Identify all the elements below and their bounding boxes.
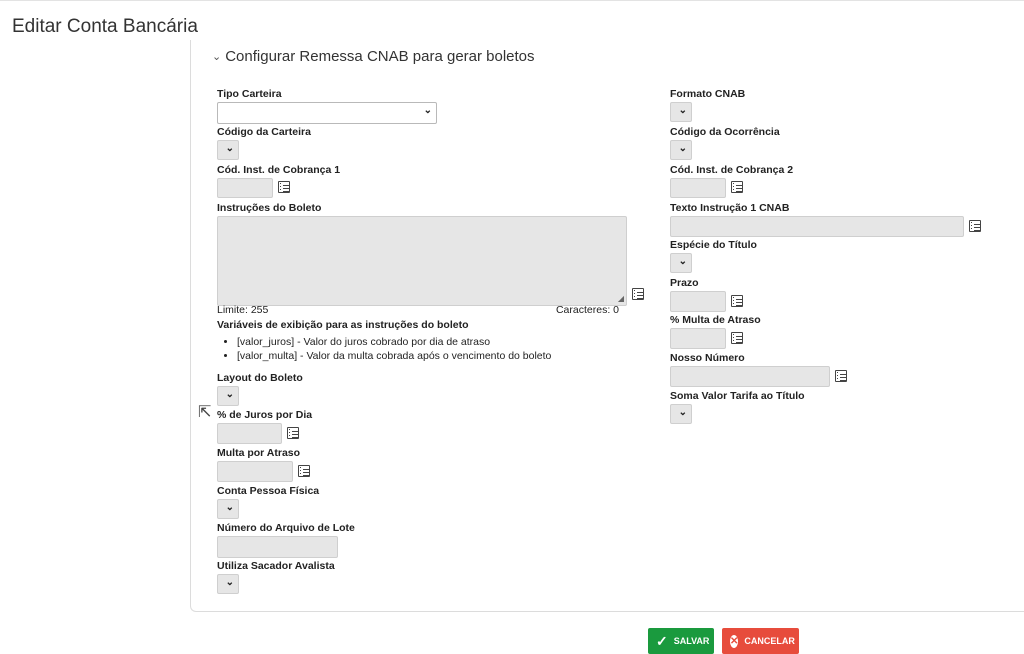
chevron-down-icon: ⌄ (225, 502, 234, 513)
chevron-down-icon: ⌄ (678, 105, 687, 116)
save-button[interactable] (648, 628, 714, 654)
top-divider (0, 0, 1024, 1)
especie-select[interactable] (670, 253, 692, 273)
label-conta-pf: Conta Pessoa Física (217, 485, 320, 497)
field-tipo-carteira (217, 88, 437, 124)
field-codigo-ocorrencia (670, 126, 780, 160)
field-formato (670, 88, 745, 122)
field-sacador (217, 560, 335, 594)
field-especie (670, 239, 757, 273)
field-juros (217, 409, 312, 444)
multa-atraso-input[interactable] (670, 328, 726, 349)
section-title: Configurar Remessa CNAB para gerar boletos (225, 48, 535, 65)
label-sacador: Utiliza Sacador Avalista (217, 560, 335, 572)
nosso-numero-input[interactable] (670, 366, 830, 387)
label-juros: % de Juros por Dia (217, 409, 313, 421)
char-counter (217, 304, 619, 316)
list-icon[interactable] (731, 332, 743, 344)
sacador-select[interactable] (217, 574, 239, 594)
label-instrucoes: Instruções do Boleto (217, 202, 322, 214)
list-icon[interactable] (731, 181, 743, 193)
close-icon: ✕ (730, 635, 739, 647)
label-multa: Multa por Atraso (217, 447, 301, 459)
label-especie: Espécie do Título (670, 239, 757, 251)
cancel-label: CANCELAR (744, 636, 795, 646)
field-codigo-carteira (217, 126, 311, 160)
field-texto-instrucao (670, 202, 981, 237)
soma-tarifa-select[interactable] (670, 404, 692, 424)
layout-select[interactable] (217, 386, 239, 406)
label-cod-inst-1: Cód. Inst. de Cobrança 1 (217, 164, 341, 176)
texto-instrucao-input[interactable] (670, 216, 964, 237)
resize-handle-icon[interactable]: ◢ (617, 294, 624, 303)
label-nosso-numero: Nosso Número (670, 352, 745, 364)
conta-pf-select[interactable] (217, 499, 239, 519)
label-numero-lote: Número do Arquivo de Lote (217, 522, 355, 534)
tipo-carteira-select[interactable] (217, 102, 437, 124)
field-cod-inst-1 (217, 164, 340, 198)
label-codigo-ocorrencia: Código da Ocorrência (670, 126, 780, 138)
variables-title: Variáveis de exibição para as instruções do boleto (217, 319, 469, 331)
chevron-down-icon: ⌄ (225, 577, 234, 588)
field-multa (217, 447, 310, 482)
multa-input[interactable] (217, 461, 293, 482)
variables-list (217, 335, 551, 363)
cod-inst-2-input[interactable] (670, 178, 726, 198)
list-icon[interactable] (731, 295, 743, 307)
label-prazo: Prazo (670, 277, 699, 289)
label-multa-atraso: % Multa de Atraso (670, 314, 761, 326)
juros-input[interactable] (217, 423, 282, 444)
instrucoes-textarea[interactable] (217, 216, 627, 306)
chevron-down-icon: ⌄ (225, 389, 234, 400)
label-texto-instrucao: Texto Instrução 1 CNAB (670, 202, 790, 214)
list-icon[interactable] (298, 465, 310, 477)
chevron-down-icon: ⌄ (225, 143, 234, 154)
cancel-button[interactable] (722, 628, 799, 654)
chevron-down-icon: ⌄ (678, 143, 687, 154)
list-icon[interactable] (632, 288, 644, 300)
chevron-down-icon: ⌄ (678, 407, 687, 418)
label-soma-tarifa: Soma Valor Tarifa ao Título (670, 390, 805, 402)
label-tipo-carteira: Tipo Carteira (217, 88, 282, 100)
list-icon[interactable] (278, 181, 290, 193)
field-nosso-numero (670, 352, 847, 387)
check-icon: ✓ (656, 632, 668, 649)
field-instrucoes (217, 202, 644, 306)
label-layout: Layout do Boleto (217, 372, 303, 384)
field-prazo (670, 277, 743, 312)
label-formato: Formato CNAB (670, 88, 746, 100)
prazo-input[interactable] (670, 291, 726, 312)
characters-text: Caracteres: 0 (555, 304, 619, 316)
field-layout (217, 372, 303, 406)
field-cod-inst-2 (670, 164, 793, 198)
field-conta-pf (217, 485, 319, 519)
field-numero-lote (217, 522, 355, 558)
list-item: • [valor_multa] - Valor da multa cobrada após o vencimento do boleto (237, 349, 551, 363)
chevron-down-icon: ⌄ (678, 256, 687, 267)
codigo-carteira-select[interactable] (217, 140, 239, 160)
save-label: SALVAR (673, 636, 710, 646)
codigo-ocorrencia-select[interactable] (670, 140, 692, 160)
list-icon[interactable] (287, 427, 299, 439)
variables-help (217, 319, 551, 363)
numero-lote-input[interactable] (217, 536, 338, 558)
formato-select[interactable] (670, 102, 692, 122)
cod-inst-1-input[interactable] (217, 178, 273, 198)
limit-text: Limite: 255 (217, 304, 269, 316)
label-cod-inst-2: Cód. Inst. de Cobrança 2 (670, 164, 794, 176)
mouse-pointer-icon: ⇱ (198, 404, 212, 421)
field-multa-atraso (670, 314, 761, 349)
label-codigo-carteira: Código da Carteira (217, 126, 311, 138)
chevron-down-icon: ⌄ (423, 105, 432, 116)
section-header[interactable] (212, 48, 535, 65)
field-soma-tarifa (670, 390, 805, 424)
list-icon[interactable] (969, 220, 981, 232)
page-title: Editar Conta Bancária (12, 16, 198, 37)
list-icon[interactable] (835, 370, 847, 382)
list-item: • [valor_juros] - Valor do juros cobrado por dia de atraso (237, 335, 551, 349)
chevron-down-icon: ⌄ (212, 51, 222, 63)
